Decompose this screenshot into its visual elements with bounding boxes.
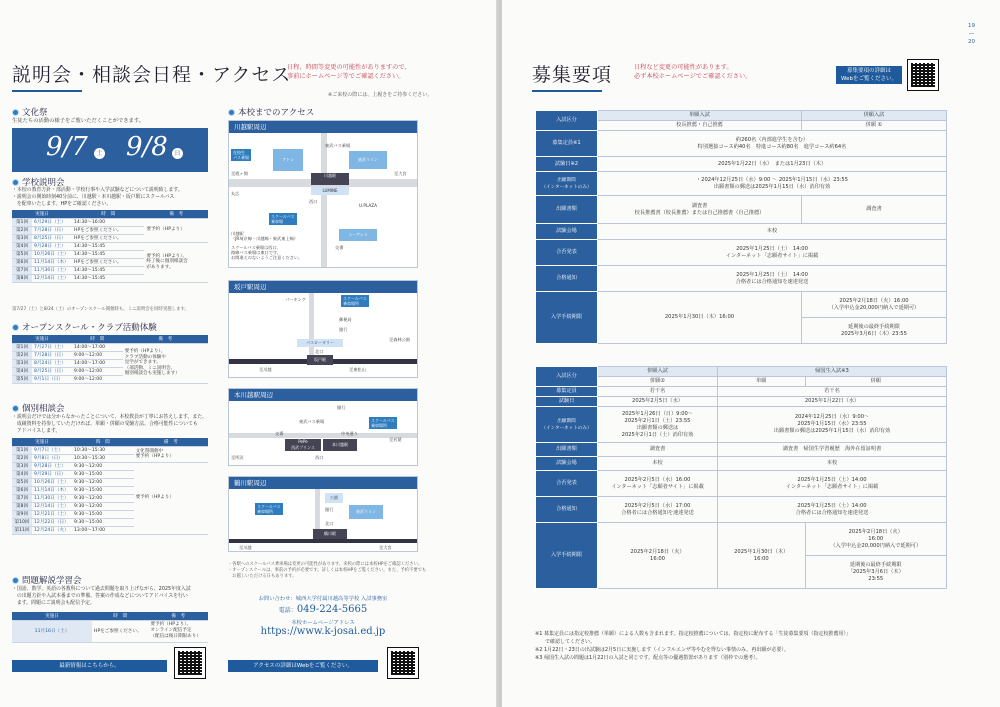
table-row bbox=[12, 218, 208, 226]
row-number: 第10回 bbox=[12, 518, 32, 526]
west-exit-label: 西口 bbox=[309, 199, 318, 204]
row-time: 13:00～17:00 bbox=[72, 526, 134, 534]
tel-line bbox=[228, 604, 418, 615]
row-time: HPをご参照ください。 bbox=[72, 226, 144, 234]
tetsuzuki-hei: 2025年2月18日（火） 16:00 bbox=[598, 523, 718, 589]
row-date: 8月25日（日） bbox=[32, 234, 72, 242]
bullet-icon bbox=[12, 324, 19, 331]
to-omiya-label: 至大宮 bbox=[379, 545, 392, 550]
row-date: 12月14日（土） bbox=[32, 274, 72, 282]
marubiro-label: 丸広 bbox=[231, 191, 240, 196]
col-head: 実施日 bbox=[12, 438, 72, 446]
schedule-note: 日程、時間等変更の可能性がありますので、 事前にホームページ等でご確認ください。 bbox=[287, 64, 411, 80]
happyo-kiko: 2025年1月25日（土）14:00 インターネット「志願者サイト」に掲載 bbox=[718, 471, 947, 497]
th-shorui: 出願書類 bbox=[536, 196, 598, 224]
bullet-icon bbox=[228, 109, 235, 116]
row-remark: 文化祭開催中 要予約（HPより） bbox=[134, 446, 208, 462]
row-time: 14:30～15:45 bbox=[72, 242, 144, 250]
tetsuzuki-kiko-hei-2: 延期後の最終手続期限 「2025年3月6日（木） 23:55 bbox=[805, 556, 947, 589]
shorui-hei: 調査書 bbox=[801, 196, 946, 224]
student-bus-tag: 在校生 バス乗場 bbox=[233, 150, 249, 160]
row-time: 10:30～15:30 bbox=[72, 454, 134, 462]
tsuchi-value: 2025年1月25日（土） 14:00 合格者には合格通知を速達発送 bbox=[598, 266, 947, 292]
bullet-icon bbox=[12, 109, 19, 116]
to-tokorozawa-label: 至所沢 bbox=[231, 455, 244, 460]
th-kaijo: 試験会場 bbox=[536, 224, 598, 240]
atre-block: アトレ bbox=[273, 149, 303, 171]
th-shorui: 出願書類 bbox=[536, 443, 598, 457]
kaijo-hei: 本校 bbox=[598, 457, 718, 471]
row-time: 9:00～12:00 bbox=[72, 351, 123, 359]
row-time: HPをご参照ください。 bbox=[72, 234, 144, 242]
row-date: 9月7日（土） bbox=[32, 446, 72, 454]
tsuchi-kiko: 2025年1月25日（土）14:00 合格者には合格通知を速達発送 bbox=[718, 497, 947, 523]
tan-sub: 校長推薦・自己推薦 bbox=[598, 121, 802, 131]
pepe-block: PePe 西武プリンス bbox=[285, 439, 321, 451]
row-time: 9:30～12:00 bbox=[72, 478, 134, 486]
tel-label: 電話： bbox=[278, 607, 297, 614]
school-url-link[interactable]: https://www.k-josai.ed.jp bbox=[260, 626, 386, 637]
row-time: 9:30～15:00 bbox=[72, 510, 134, 518]
kiko-tan: 単願 bbox=[718, 377, 806, 387]
col-head: 実施日 bbox=[12, 335, 72, 343]
row-number: 第5回 bbox=[12, 375, 32, 383]
map-tsurugashima-title: 鶴川駅周辺 bbox=[229, 477, 417, 489]
to-shinrinkoen-label: 至森林公園 bbox=[389, 337, 410, 342]
road bbox=[321, 133, 327, 267]
col-head: 時 間 bbox=[92, 612, 148, 620]
latest-info-qr-icon[interactable] bbox=[175, 648, 205, 678]
th-kubun: 入試区分 bbox=[536, 111, 598, 131]
row-time: 9:00～12:00 bbox=[72, 375, 123, 383]
u-plaza-label: U.PLAZA bbox=[359, 203, 377, 208]
col-head: 備 考 bbox=[123, 335, 208, 343]
tetsuzuki-hei-1: 2025年2月18日（火）16:00 （入学申込金20,000円納入で延期可） bbox=[801, 292, 946, 318]
th-shiken: 試験日※2 bbox=[536, 157, 598, 172]
th-tetsuzuki: 入学手続期限 bbox=[536, 523, 598, 589]
th-shutsugan: 出願期間 （インターネットのみ） bbox=[536, 172, 598, 196]
kawagoe-lines-label: 川越駅 （JR埼京線・川越線・東武東上線） bbox=[231, 231, 298, 241]
col-head: 備 考 bbox=[134, 438, 208, 446]
row-date: 11月30日（土） bbox=[32, 494, 72, 502]
parking-label: パーキング bbox=[285, 297, 306, 302]
access-detail-button[interactable]: アクセスの詳細はWebをご覧ください。 bbox=[228, 660, 378, 672]
table-row bbox=[12, 446, 208, 454]
row-date: 7月27日（土） bbox=[32, 343, 72, 351]
th-teiin: 募集定員※1 bbox=[536, 131, 598, 157]
row-remark: 要予約（HPより） bbox=[144, 218, 208, 242]
west-exit-label: 西口 bbox=[315, 455, 324, 460]
requirements-table-1 bbox=[535, 110, 947, 344]
consult-desc: ・説明会だけでは分からなかったことについて、本校教員が丁寧にお答えします。また、 成績資料を持参していただければ、単願・併願の受験方法、合格可能性についても アドバイスします。 bbox=[12, 414, 208, 434]
problem-desc: ・国語、数学、英語の各教科について過去問題を取り上げながら、2025年度入試 の出題方針や入試本番までの準備、答案の作成などについてアドバイスを行い ます。問題にご説明会も配信予定。 bbox=[12, 586, 191, 606]
row-number: 第4回 bbox=[12, 367, 32, 375]
th-tsuchi: 合格通知 bbox=[536, 266, 598, 292]
bullet-icon bbox=[12, 405, 19, 412]
map-kawagoe bbox=[228, 120, 418, 268]
row-time: 9:30～12:00 bbox=[72, 462, 134, 470]
row-number: 第3回 bbox=[12, 359, 32, 367]
map-kawagoe-title: 川越駅周辺 bbox=[229, 121, 417, 133]
happyo-hei: 2025年2月5日（水）16:00 インターネット「志願者サイト」に掲載 bbox=[598, 471, 718, 497]
to-wakaba-label: 至若葉 bbox=[389, 437, 402, 442]
col-head: 実施日 bbox=[12, 210, 72, 218]
row-date: 9月8日（日） bbox=[32, 454, 72, 462]
row-date: 6月29日（土） bbox=[32, 218, 72, 226]
row-time: 9:30～12:00 bbox=[72, 502, 134, 510]
map-tsurugashima bbox=[228, 476, 418, 552]
row-date: 9月29日（日） bbox=[32, 470, 72, 478]
col-head: 備 考 bbox=[144, 210, 208, 218]
to-kawagoe-label: 至川越 bbox=[239, 545, 252, 550]
shorui-hei: 調査書 bbox=[598, 443, 718, 457]
festival-date-box bbox=[12, 128, 208, 172]
problem-date: 11月16日（土） bbox=[12, 620, 92, 642]
briefing-desc: ・本校の教育方針・部活動・学校行事や入学試験などについて説明致します。 ・説明会の開始時刻40分前に、川越駅・本川越駅・坂戸駅にスクールバス を配車いたします。HPをご確認ください。 bbox=[12, 187, 183, 207]
row-date: 12月14日（土） bbox=[32, 502, 72, 510]
web-requirements-button[interactable]: 募集要項の詳細は Webをご覧ください。 bbox=[836, 66, 902, 84]
north-exit-label: 北口 bbox=[315, 349, 324, 354]
requirements-title: 募集要項 bbox=[532, 64, 613, 86]
row-time: 9:00～12:00 bbox=[72, 367, 123, 375]
hei-sub: 併願 ① bbox=[801, 121, 946, 131]
row-time: HPをご参照ください。 bbox=[72, 258, 144, 266]
row-number: 第4回 bbox=[12, 470, 32, 478]
row-time: 10:30～15:30 bbox=[72, 446, 134, 454]
shutsugan-kiko: 2024年12月25日（水）9:00～ 2025年1月15日（水）23:55 出願書類の郵送は2025年1月15日（水）消印有効 bbox=[718, 407, 947, 443]
th-teiin: 募集定員 bbox=[536, 387, 598, 397]
tsurugashima-bus-tag: スクールバス 乗車場所 bbox=[257, 504, 281, 514]
row-date: 7月28日（日） bbox=[32, 226, 72, 234]
row-number: 第7回 bbox=[12, 266, 32, 274]
post-office-label: 郵便局 bbox=[339, 317, 352, 322]
teiin-kiko: 若干名 bbox=[718, 387, 947, 397]
title-underline bbox=[12, 90, 82, 92]
th-shiken: 試験日 bbox=[536, 397, 598, 407]
col-head: 時 間 bbox=[72, 438, 134, 446]
kaijo-kiko: 本校 bbox=[718, 457, 947, 471]
th-kubun: 入試区分 bbox=[536, 367, 598, 387]
road bbox=[309, 293, 314, 359]
row-number: 第2回 bbox=[12, 454, 32, 462]
lumine-block: LUMINE bbox=[311, 187, 349, 195]
school-bus-tag: スクールバス 乗車場 bbox=[271, 214, 295, 224]
row-number: 第6回 bbox=[12, 486, 32, 494]
map-sakado bbox=[228, 280, 418, 378]
festival-weekday-1: 土 bbox=[94, 148, 105, 159]
left-page bbox=[0, 0, 498, 707]
kawagoe-station-block: 川越駅 bbox=[311, 173, 349, 185]
bus-rotary-block: パスロータリー bbox=[297, 339, 343, 347]
shutsugan-hei: 2025年1月26日（日）9:00～ 2025年2月1日（土）23:55 出願書類の郵送は 2025年2月1日（土）消印有効 bbox=[598, 407, 718, 443]
railway bbox=[229, 539, 417, 543]
north-exit-label: 北口 bbox=[325, 521, 334, 526]
row-number: 第3回 bbox=[12, 462, 32, 470]
row-date: 11月14日（木） bbox=[32, 486, 72, 494]
th-tsuchi: 合格通知 bbox=[536, 497, 598, 523]
row-time: 14:30～15:45 bbox=[72, 266, 144, 274]
festival-weekday-2: 日 bbox=[172, 148, 183, 159]
title-underline bbox=[532, 90, 602, 92]
row-number: 第2回 bbox=[12, 351, 32, 359]
kiko-header: 帰国生入試※3 bbox=[718, 367, 947, 377]
hei2-sub: 併願② bbox=[598, 377, 718, 387]
shiken-hei: 2025年2月5日（水） bbox=[598, 397, 718, 407]
tetsuzuki-tan: 2025年1月30日（木）16:00 bbox=[598, 292, 802, 344]
shutsugan-value: ・2024年12月25日（水）9:00 ～ 2025年1月15日（水）23:55 出願書類の郵送は2025年1月15日（水）消印有効 bbox=[598, 172, 947, 196]
tetsuzuki-kiko-hei-1: 2025年2月18日（火） 16:00 （入学申込金20,000円納入で延期可） bbox=[805, 523, 947, 556]
th-kaijo: 試験会場 bbox=[536, 457, 598, 471]
row-number: 第1回 bbox=[12, 218, 32, 226]
row-number: 第1回 bbox=[12, 343, 32, 351]
slipper-note: ※ご来校の際には、上履きをご持参ください。 bbox=[328, 92, 433, 98]
row-number: 第8回 bbox=[12, 502, 32, 510]
u-plaza-block: ユーアレス bbox=[339, 229, 377, 241]
festival-date-2: 9/8 bbox=[126, 132, 168, 162]
row-number: 第3回 bbox=[12, 234, 32, 242]
access-qr-icon[interactable] bbox=[388, 648, 418, 678]
row-number: 第7回 bbox=[12, 494, 32, 502]
requirements-qr-icon[interactable] bbox=[908, 60, 938, 90]
row-date: 9月28日（土） bbox=[32, 242, 72, 250]
page-number: 19 — 20 bbox=[968, 23, 975, 45]
tobu-mine-block: 東武マイン bbox=[349, 505, 383, 519]
table-row bbox=[12, 343, 208, 351]
kiko-hei: 併願 bbox=[805, 377, 947, 387]
row-time: 9:30～15:00 bbox=[72, 518, 134, 526]
row-number: 第4回 bbox=[12, 242, 32, 250]
bus-note: ・各駅へのスクールバス乗車場は変更の可能性があります。来校の際には本校HPをご確認ください。 ・オープンスクールは、事前の予約が必要です。詳しくは本校HPをご覧ください。また、予約不要でも お越しいただける日もあります。 bbox=[228, 562, 427, 579]
latest-info-button[interactable]: 最新情報はこちらから。 bbox=[12, 660, 167, 672]
openschool-heading bbox=[12, 321, 157, 333]
bank-label: 銀行 bbox=[337, 405, 346, 410]
consult-heading-text: 個別相談会 bbox=[22, 404, 65, 414]
row-date: 9月28日（土） bbox=[32, 462, 72, 470]
problem-table bbox=[12, 612, 208, 643]
sakado-bus-tag: スクールバス 乗車場所 bbox=[343, 296, 367, 306]
festival-desc: 生徒たちの活動の様子をご覧いただくことができます。 bbox=[12, 118, 144, 124]
tsuchi-hei: 2025年2月5日（水）17:00 合格者には合格通知を速達発送 bbox=[598, 497, 718, 523]
park-block: 公園 bbox=[325, 493, 343, 503]
row-date: 10月26日（土） bbox=[32, 478, 72, 486]
col-head: 時 間 bbox=[72, 335, 123, 343]
th-happyo: 合否発表 bbox=[536, 471, 598, 497]
row-number: 第5回 bbox=[12, 478, 32, 486]
table-row bbox=[12, 242, 208, 250]
bullet-icon bbox=[12, 179, 19, 186]
problem-heading-text: 問題解説学習会 bbox=[22, 576, 82, 586]
right-page bbox=[502, 0, 1000, 707]
honkawagoe-bus-tag: スクールバス 乗車場所 bbox=[371, 418, 395, 428]
row-date: 11月14日（木） bbox=[32, 258, 72, 266]
hp-label: 本校ホームページアドレス bbox=[291, 620, 355, 626]
koban-label: 交番 bbox=[335, 245, 344, 250]
row-time: 14:30～15:45 bbox=[72, 250, 144, 258]
row-date: 10月26日（土） bbox=[32, 250, 72, 258]
row-number: 第6回 bbox=[12, 258, 32, 266]
festival-date-1: 9/7 bbox=[46, 132, 88, 162]
col-head: 時 間 bbox=[72, 210, 144, 218]
tetsuzuki-hei-2: 延期後の最終手続期限 2025年3月6日（木）23:55 bbox=[801, 318, 946, 344]
row-date: 12月24日（火） bbox=[32, 526, 72, 534]
contact-block bbox=[228, 594, 418, 637]
bullet-icon bbox=[12, 577, 19, 584]
map-honkawagoe bbox=[228, 388, 418, 466]
shiken-value: 2025年1月22日（水） または1月23日（木） bbox=[598, 157, 947, 172]
to-higashimatsuyama-label: 至東松山 bbox=[349, 367, 366, 372]
koban-label: 交番 bbox=[275, 431, 284, 436]
requirements-note: 日程など変更の可能性があります。 必ず本校ホームページでご確認ください。 bbox=[634, 64, 752, 80]
shiken-kiko: 2025年1月22日（水） bbox=[718, 397, 947, 407]
col-head: 実施日 bbox=[12, 612, 92, 620]
tobu-mine-block: 東武マイン bbox=[349, 151, 387, 169]
openschool-heading-text: オープンスクール・クラブ活動体験 bbox=[22, 323, 157, 333]
row-date: 12月22日（日） bbox=[32, 518, 72, 526]
row-date: 11月30日（土） bbox=[32, 266, 72, 274]
row-time: 14:00～17:00 bbox=[72, 343, 123, 351]
problem-time: HPをご参照ください。 bbox=[92, 620, 148, 642]
tan-header: 単願入試 bbox=[598, 111, 802, 121]
happyo-value: 2025年1月25日（土） 14:00 インターネット「志願者サイト」に掲載 bbox=[598, 240, 947, 266]
shorui-tan: 調査書 校長推薦書（校長推薦）または自己推薦書（自己推薦） bbox=[598, 196, 802, 224]
row-time: 9:30～15:00 bbox=[72, 486, 134, 494]
row-number: 第8回 bbox=[12, 274, 32, 282]
bank-label: 銀行 bbox=[339, 327, 348, 332]
problem-remark: 要予約（HPより）、 オンライン配信予定 （配信は後日期限あり） bbox=[148, 620, 208, 642]
row-date: 8月25日（日） bbox=[32, 367, 72, 375]
teiin-hei: 若干名 bbox=[598, 387, 718, 397]
row-number: 第11回 bbox=[12, 526, 32, 534]
sakado-station-block: 坂戸駅 bbox=[307, 355, 333, 365]
row-time: 9:30～12:00 bbox=[72, 494, 134, 502]
th-shutsugan: 出願期間 （インターネットのみ） bbox=[536, 407, 598, 443]
hei-header: 併願入試 bbox=[801, 111, 946, 121]
tsurugashima-station-block: 鶴川駅 bbox=[313, 529, 347, 539]
tobu-bus-label: 東武バス乗場 bbox=[325, 143, 351, 148]
bus-guide-label: スクールバス乗場は西口、 路線バス乗場は東口です。 お間違えのないようご注意ください。 bbox=[231, 245, 303, 260]
row-date: 12月21日（土） bbox=[32, 510, 72, 518]
row-number: 第5回 bbox=[12, 250, 32, 258]
th-tetsuzuki: 入学手続期限 bbox=[536, 292, 598, 344]
kaijo-value: 本校 bbox=[598, 224, 947, 240]
row-time: 14:00～17:00 bbox=[72, 359, 123, 367]
row-date: 7月28日（日） bbox=[32, 351, 72, 359]
row-number: 第9回 bbox=[12, 510, 32, 518]
map-sakado-title: 坂戸駅周辺 bbox=[229, 281, 417, 293]
table-row bbox=[12, 462, 208, 470]
row-number: 第2回 bbox=[12, 226, 32, 234]
th-happyo: 合否発表 bbox=[536, 240, 598, 266]
chuo-dori-label: 中央通り bbox=[341, 431, 358, 436]
openschool-table bbox=[12, 335, 208, 384]
hei2-header: 併願入試 bbox=[598, 367, 718, 377]
tetsuzuki-kiko-tan: 2025年1月30日（木） 16:00 bbox=[718, 523, 806, 589]
tel-number[interactable]: 049-224-5665 bbox=[296, 604, 368, 615]
to-kawagoe-label: 至川越 bbox=[259, 367, 272, 372]
problem-heading bbox=[12, 574, 82, 586]
row-time: 14:30～16:00 bbox=[72, 218, 144, 226]
festival-heading bbox=[12, 106, 48, 118]
consult-table bbox=[12, 438, 208, 535]
briefing-table bbox=[12, 210, 208, 283]
briefing-foot: 第7/27（土）と8/24（土）のオープンスクール開催時も、ミニ説明会を同時実施します。 bbox=[12, 307, 189, 312]
requirements-table-2 bbox=[535, 366, 947, 589]
row-time: 14:30～15:45 bbox=[72, 274, 144, 282]
shorui-kiko: 調査書 帰国生学習履歴 海外在留証明書 bbox=[718, 443, 947, 457]
row-remark: 要予約（HPより）、 終了後に個別相談会 があります。 bbox=[144, 242, 208, 282]
row-remark: 要予約（HPより） bbox=[134, 462, 208, 534]
to-kasumigaseki-label: 至霞ヶ関 bbox=[231, 171, 248, 176]
honkawagoe-station-block: 本川越駅 bbox=[323, 439, 357, 451]
requirements-footnotes: ※1 募集定員には指定校推薦（単願）による人数も含まれます。指定校推薦については、指定校に配布する「生徒募集要項（指定校推薦用）」 で確認してください。 ※2 1月22日・23日の出試験は2月5日に実施します（インフルエンザ等やむを得ない事情のみ。再出願が必要）。 ※3 帰国生入試の問題は1月22日の入試と同じです。配点等の優遇措置があります（別枠での選考）。 bbox=[535, 631, 851, 661]
festival-heading-text: 文化祭 bbox=[22, 108, 48, 118]
briefing-heading-text: 学校説明会 bbox=[22, 178, 65, 188]
access-heading bbox=[228, 106, 314, 118]
row-date: 9月1日（日） bbox=[32, 375, 72, 383]
row-remark: 要予約（HPより）、 クラブ活動の体験や 見学ができます。 （部活動、ミニ説明会、 個別相談会も実施します） bbox=[123, 343, 208, 383]
tobu-bus-label: 東武バス乗場 bbox=[299, 419, 325, 424]
map-honkawagoe-title: 本川越駅周辺 bbox=[229, 389, 417, 401]
to-omiya-label: 至大宮 bbox=[394, 171, 407, 176]
col-head: 備 考 bbox=[148, 612, 208, 620]
row-number: 第1回 bbox=[12, 446, 32, 454]
page-title: 説明会・相談会日程・アクセス bbox=[12, 64, 292, 86]
consult-heading bbox=[12, 402, 65, 414]
contact-line: お問い合わせ：城西大学付属川越高等学校 入試事務室 bbox=[258, 596, 388, 602]
row-date: 8月24日（土） bbox=[32, 359, 72, 367]
bank-label: 銀行 bbox=[325, 507, 334, 512]
row-time: 9:30～15:00 bbox=[72, 470, 134, 478]
access-heading-text: 本校までのアクセス bbox=[238, 108, 315, 118]
teiin-value: 約260名（内部進学生を含む） 特別選抜コース約40名 特進コース約80名 進学コース約64名 bbox=[598, 131, 947, 157]
